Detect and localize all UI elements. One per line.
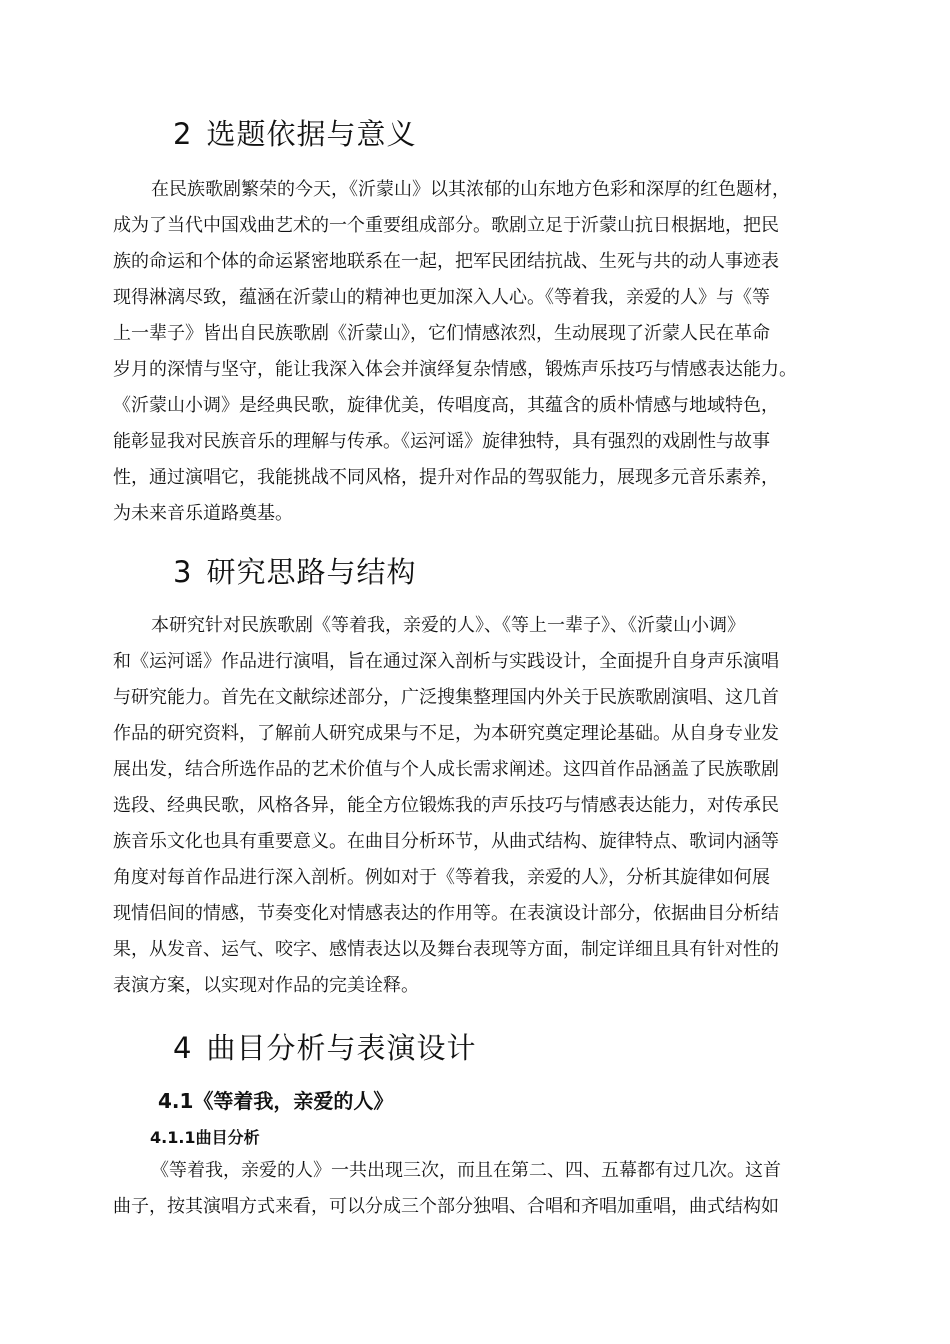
paragraph-line: 族的命运和个体的命运紧密地联系在一起，把军民团结抗战、生死与共的动人事迹表 — [113, 251, 779, 272]
section-2-paragraph — [113, 172, 853, 532]
section-4-paragraph — [113, 1153, 853, 1225]
subsection-4-1-1-heading — [150, 1126, 260, 1150]
paragraph-line: 现情侣间的情感，节奏变化对情感表达的作用等。在表演设计部分，依据曲目分析结 — [113, 903, 779, 924]
paragraph-line: 本研究针对民族歌剧《等着我，亲爱的人》、《等上一辈子》、《沂蒙山小调》 — [151, 615, 745, 636]
section-title: 曲目分析与表演设计 — [206, 1031, 477, 1065]
paragraph-line: 《沂蒙山小调》是经典民歌，旋律优美，传唱度高，其蕴含的质朴情感与地域特色， — [113, 395, 779, 416]
paragraph-line: 能彰显我对民族音乐的理解与传承。《运河谣》旋律独特，具有强烈的戏剧性与故事 — [113, 431, 770, 452]
paragraph-line: 曲子，按其演唱方式来看，可以分成三个部分独唱、合唱和齐唱加重唱，曲式结构如 — [113, 1196, 779, 1217]
section-number: 3 — [173, 555, 193, 589]
paragraph-line: 在民族歌剧繁荣的今天，《沂蒙山》以其浓郁的山东地方色彩和深厚的红色题材， — [151, 179, 790, 200]
section-title: 选题依据与意义 — [206, 117, 417, 151]
paragraph-line: 岁月的深情与坚守，能让我深入体会并演绎复杂情感，锻炼声乐技巧与情感表达能力。 — [113, 359, 797, 380]
paragraph-line: 上一辈子》皆出自民族歌剧《沂蒙山》，它们情感浓烈，生动展现了沂蒙人民在革命 — [113, 323, 770, 344]
section-number: 2 — [173, 117, 193, 151]
paragraph-line: 角度对每首作品进行深入剖析。例如对于《等着我，亲爱的人》，分析其旋律如何展 — [113, 867, 770, 888]
section-3-paragraph — [113, 608, 853, 1004]
paragraph-line: 性，通过演唱它，我能挑战不同风格，提升对作品的驾驭能力，展现多元音乐素养， — [113, 467, 779, 488]
paragraph-line: 现得淋漓尽致，蕴涵在沂蒙山的精神也更加深入人心。《等着我，亲爱的人》与《等 — [113, 287, 770, 308]
section-3-heading — [173, 554, 416, 590]
subsection-title: 曲目分析 — [195, 1128, 260, 1147]
paragraph-line: 和《运河谣》作品进行演唱，旨在通过深入剖析与实践设计，全面提升自身声乐演唱 — [113, 651, 779, 672]
paragraph-line: 族音乐文化也具有重要意义。在曲目分析环节，从曲式结构、旋律特点、歌词内涵等 — [113, 831, 779, 852]
subsection-number: 4.1 — [158, 1089, 194, 1113]
paragraph-line: 作品的研究资料，了解前人研究成果与不足，为本研究奠定理论基础。从自身专业发 — [113, 723, 779, 744]
paragraph-line: 展出发，结合所选作品的艺术价值与个人成长需求阐述。这四首作品涵盖了民族歌剧 — [113, 759, 779, 780]
section-number: 4 — [173, 1031, 193, 1065]
section-4-heading — [173, 1030, 476, 1066]
subsection-4-1-heading — [158, 1087, 393, 1115]
paragraph-line: 为未来音乐道路奠基。 — [113, 503, 293, 524]
section-title: 研究思路与结构 — [206, 555, 417, 589]
paragraph-line: 表演方案，以实现对作品的完美诠释。 — [113, 975, 419, 996]
subsection-title: 《等着我，亲爱的人》 — [193, 1089, 394, 1113]
paragraph-line: 《等着我，亲爱的人》一共出现三次，而且在第二、四、五幕都有过几次。这首 — [151, 1160, 781, 1181]
subsection-number: 4.1.1 — [150, 1128, 196, 1147]
paragraph-line: 与研究能力。首先在文献综述部分，广泛搜集整理国内外关于民族歌剧演唱、这几首 — [113, 687, 779, 708]
section-2-heading — [173, 116, 416, 152]
paragraph-line: 选段、经典民歌，风格各异，能全方位锻炼我的声乐技巧与情感表达能力，对传承民 — [113, 795, 779, 816]
paragraph-line: 果，从发音、运气、咬字、感情表达以及舞台表现等方面，制定详细且具有针对性的 — [113, 939, 779, 960]
paragraph-line: 成为了当代中国戏曲艺术的一个重要组成部分。歌剧立足于沂蒙山抗日根据地，把民 — [113, 215, 779, 236]
